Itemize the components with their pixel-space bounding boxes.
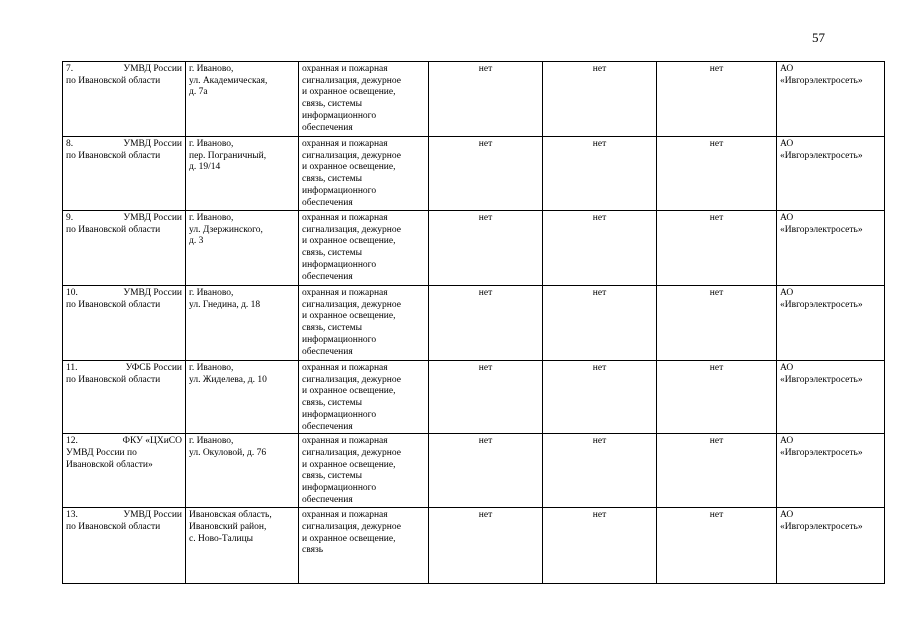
address-line: г. Иваново,	[189, 288, 234, 298]
value-cell: нет	[657, 137, 777, 211]
row-number: 12.	[66, 436, 78, 447]
organization-cell	[63, 286, 186, 361]
systems-line: сигнализация, дежурное	[302, 374, 401, 385]
systems-line: сигнализация, дежурное	[302, 150, 401, 161]
systems-line: сигнализация, дежурное	[302, 299, 401, 310]
supplier-line: АО	[780, 510, 794, 521]
systems-line: обеспечения	[302, 122, 353, 133]
address-line: ул. Окуловой, д. 76	[189, 447, 267, 458]
organization-name-head: УМВД России	[123, 288, 182, 298]
systems-line: и охранное освещение,	[302, 311, 396, 322]
table-row	[63, 434, 885, 508]
supplier-line: АО	[780, 139, 794, 149]
organization-name-head: УФСБ России	[125, 363, 182, 373]
systems-line: и охранное освещение,	[302, 459, 396, 470]
organization-cell	[63, 211, 186, 286]
organization-cell	[63, 137, 186, 211]
systems-line: и охранное освещение,	[302, 236, 396, 247]
supplier-cell	[777, 62, 885, 137]
table-row	[63, 508, 885, 584]
systems-line: связь, системы	[302, 398, 363, 409]
systems-line: сигнализация, дежурное	[302, 447, 401, 458]
objects-table	[62, 61, 885, 584]
value-cell: нет	[657, 62, 777, 137]
value-cell: нет	[543, 286, 657, 361]
supplier-cell	[777, 434, 885, 508]
value-cell: нет	[657, 434, 777, 508]
table-row	[63, 286, 885, 361]
systems-line: охранная и пожарная	[302, 213, 388, 223]
organization-name-line: по Ивановской области	[66, 75, 161, 86]
supplier-line: «Ивгорэлектросеть»	[780, 521, 863, 532]
row-number: 13.	[66, 510, 78, 521]
row-number: 11.	[66, 363, 78, 373]
systems-line: охранная и пожарная	[302, 64, 388, 74]
systems-line: обеспечения	[302, 197, 353, 208]
organization-cell	[63, 361, 186, 434]
value-cell: нет	[657, 361, 777, 434]
supplier-line: АО	[780, 64, 794, 74]
systems-line: связь, системы	[302, 323, 363, 334]
supplier-line: АО	[780, 363, 794, 373]
address-line: г. Иваново,	[189, 64, 234, 74]
organization-name-line: по Ивановской области	[66, 374, 161, 385]
address-line: ул. Жиделева, д. 10	[189, 374, 267, 385]
systems-line: связь, системы	[302, 471, 363, 482]
address-line: г. Иваново,	[189, 213, 234, 223]
value-cell: нет	[429, 286, 543, 361]
organization-name-line: по Ивановской области	[66, 150, 161, 161]
address-cell	[186, 286, 299, 361]
supplier-cell	[777, 211, 885, 286]
systems-line: сигнализация, дежурное	[302, 75, 401, 86]
value-cell: нет	[657, 286, 777, 361]
supplier-line: АО	[780, 213, 794, 223]
address-line: ул. Академическая,	[189, 75, 268, 86]
organization-name-line: Ивановской области»	[66, 459, 153, 470]
organization-cell	[63, 508, 186, 584]
systems-line: информационного	[302, 483, 377, 494]
organization-cell	[63, 434, 186, 508]
supplier-cell	[777, 361, 885, 434]
address-line: ул. Дзержинского,	[189, 224, 263, 235]
systems-line: обеспечения	[302, 346, 353, 357]
page-number: 57	[812, 30, 825, 45]
organization-name-head: УМВД России	[123, 64, 182, 74]
address-line: г. Иваново,	[189, 436, 234, 447]
systems-line: обеспечения	[302, 271, 353, 282]
systems-line: и охранное освещение,	[302, 162, 396, 173]
address-line: д. 3	[189, 236, 204, 247]
table-row	[63, 62, 885, 137]
address-line: д. 19/14	[189, 162, 221, 173]
systems-line: обеспечения	[302, 494, 353, 505]
supplier-cell	[777, 137, 885, 211]
table-row	[63, 361, 885, 434]
systems-cell	[299, 434, 429, 508]
table-row	[63, 137, 885, 211]
value-cell: нет	[429, 508, 543, 584]
value-cell: нет	[657, 211, 777, 286]
supplier-line: «Ивгорэлектросеть»	[780, 224, 863, 235]
systems-line: и охранное освещение,	[302, 533, 396, 544]
systems-cell	[299, 361, 429, 434]
address-cell	[186, 361, 299, 434]
table-body	[63, 62, 885, 584]
value-cell: нет	[543, 361, 657, 434]
systems-line: обеспечения	[302, 421, 353, 432]
address-line: г. Иваново,	[189, 363, 234, 373]
address-cell	[186, 62, 299, 137]
organization-name-line: по Ивановской области	[66, 299, 161, 310]
systems-line: и охранное освещение,	[302, 87, 396, 98]
systems-cell	[299, 137, 429, 211]
systems-line: охранная и пожарная	[302, 139, 388, 149]
organization-name-head: УМВД России	[123, 510, 182, 521]
table-row	[63, 211, 885, 286]
value-cell: нет	[543, 62, 657, 137]
systems-line: информационного	[302, 259, 377, 270]
address-cell	[186, 508, 299, 584]
organization-name-head: УМВД России	[123, 213, 182, 223]
address-line: Ивановский район,	[189, 521, 267, 532]
supplier-line: АО	[780, 288, 794, 298]
systems-line: сигнализация, дежурное	[302, 521, 401, 532]
value-cell: нет	[543, 434, 657, 508]
row-number: 8.	[66, 139, 74, 149]
row-number: 10.	[66, 288, 78, 298]
supplier-line: «Ивгорэлектросеть»	[780, 150, 863, 161]
value-cell: нет	[429, 211, 543, 286]
address-line: Ивановская область,	[189, 510, 272, 521]
organization-cell	[63, 62, 186, 137]
value-cell: нет	[429, 137, 543, 211]
systems-line: информационного	[302, 409, 377, 420]
systems-line: сигнализация, дежурное	[302, 224, 401, 235]
value-cell: нет	[543, 137, 657, 211]
organization-name-line: по Ивановской области	[66, 521, 161, 532]
systems-cell	[299, 286, 429, 361]
organization-name-line: УМВД России по	[66, 447, 137, 458]
value-cell: нет	[429, 361, 543, 434]
systems-cell	[299, 62, 429, 137]
value-cell: нет	[657, 508, 777, 584]
systems-line: охранная и пожарная	[302, 436, 388, 447]
systems-line: информационного	[302, 110, 377, 121]
value-cell: нет	[429, 434, 543, 508]
value-cell: нет	[543, 211, 657, 286]
row-number: 7.	[66, 64, 74, 74]
address-line: г. Иваново,	[189, 139, 234, 149]
systems-line: связь, системы	[302, 248, 363, 259]
value-cell: нет	[543, 508, 657, 584]
row-number: 9.	[66, 213, 74, 223]
systems-line: охранная и пожарная	[302, 288, 388, 298]
systems-line: связь, системы	[302, 174, 363, 185]
address-cell	[186, 137, 299, 211]
organization-name-line: по Ивановской области	[66, 224, 161, 235]
supplier-line: «Ивгорэлектросеть»	[780, 374, 863, 385]
supplier-cell	[777, 508, 885, 584]
systems-line: связь	[302, 545, 324, 556]
supplier-line: АО	[780, 436, 794, 447]
supplier-cell	[777, 286, 885, 361]
supplier-line: «Ивгорэлектросеть»	[780, 447, 863, 458]
systems-cell	[299, 508, 429, 584]
systems-line: и охранное освещение,	[302, 386, 396, 397]
address-line: д. 7а	[189, 87, 208, 98]
address-cell	[186, 211, 299, 286]
address-line: ул. Гнедина, д. 18	[189, 299, 261, 310]
systems-line: информационного	[302, 185, 377, 196]
organization-name-head: ФКУ «ЦХиСО	[122, 436, 182, 447]
systems-cell	[299, 211, 429, 286]
address-line: пер. Пограничный,	[189, 150, 267, 161]
systems-line: охранная и пожарная	[302, 363, 388, 373]
systems-line: связь, системы	[302, 99, 363, 110]
supplier-line: «Ивгорэлектросеть»	[780, 75, 863, 86]
address-cell	[186, 434, 299, 508]
systems-line: информационного	[302, 334, 377, 345]
value-cell: нет	[429, 62, 543, 137]
systems-line: охранная и пожарная	[302, 510, 388, 521]
organization-name-head: УМВД России	[123, 139, 182, 149]
address-line: с. Ново-Талицы	[189, 533, 254, 544]
supplier-line: «Ивгорэлектросеть»	[780, 299, 863, 310]
